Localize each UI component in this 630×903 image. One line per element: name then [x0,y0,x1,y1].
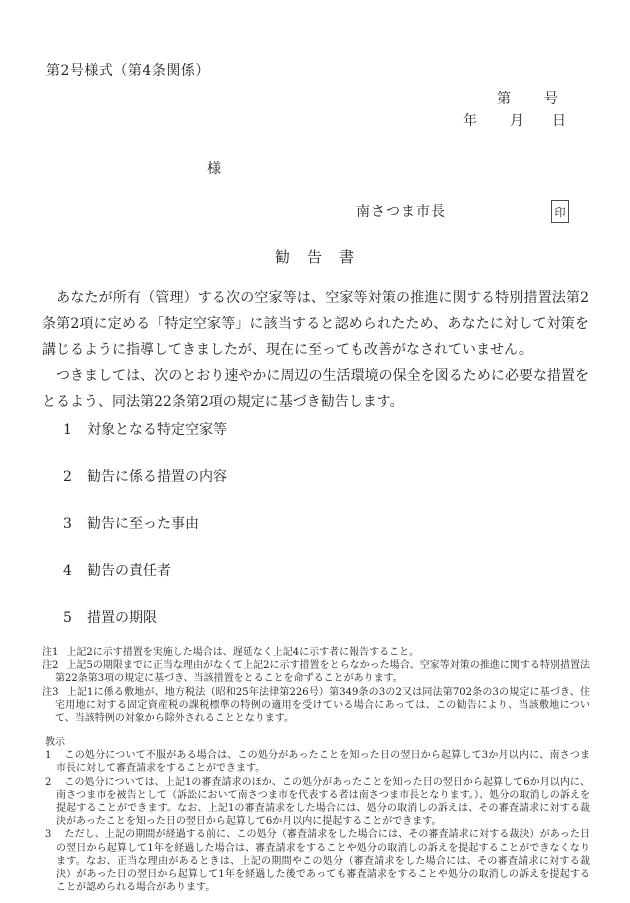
note-number: 注2 [42,660,59,672]
item-number: 3 [63,516,72,532]
note-number: 注1 [42,647,59,658]
instruction-text: この処分について不服がある場合は、この処分があったことを知った日の翌日から起算して3か月以内に、南さつま市長に対して審査請求をすることができます。 [56,750,590,775]
instruction-text: ただし、上記の期間が経過する前に、この処分（審査請求をした場合には、その審査請求に対する裁決）があった日の翌日から起算して1年を経過した場合は、審査請求をすることや処分の取消しの訴えを提起することができなくなります。なお、正当な理由があるときは、上記の期間やこの処分（審査請求をした場合には、その審査請求に対する裁決）があった日の翌日から起算して1年を経過した後であっても審査請求をすることや処分の取消しの訴えを提起することが認められる場合があります。 [56,829,590,894]
date-line [463,110,566,130]
list-item-3 [63,514,227,534]
item-number: 1 [63,422,72,438]
list-item-1 [63,420,227,440]
instruction-number: 2 [45,776,52,788]
date-year-label: 年 [463,113,477,129]
doc-number-prefix: 第 [497,91,511,107]
seal-mark: 印 [554,205,566,219]
appeal-instructions-section [45,736,590,894]
appeal-instructions-heading: 教示 [45,737,65,748]
item-number: 5 [63,610,72,626]
note-1 [42,646,590,659]
body-paragraphs [42,285,589,415]
document-number-line [497,88,558,108]
item-number: 4 [63,563,72,579]
item-label: 対象となる特定空家等 [87,422,227,438]
doc-number-suffix: 号 [544,91,558,107]
date-day-label: 日 [552,113,566,129]
instruction-number: 3 [45,829,52,841]
paragraph-2: つきましては、次のとおり速やかに周辺の生活環境の保全を図るために必要な措置をとるよう、同法第22条第2項の規定に基づき勧告します。 [42,368,589,410]
appeal-instruction-1 [45,749,590,775]
note-2 [42,659,590,685]
instruction-text: この処分については、上記1の審査請求のほか、この処分があったことを知った日の翌日から起算して6か月以内に、南さつま市を被告として（訴訟において南さつま市を代表する者は南さつま市長となります。）、処分の取消しの訴えを提起することができます。なお、上記1の審査請求をした場合には、処分の取消しの訴えは、その審査請求に対する裁決があったことを知った日の翌日から起算して6か月以内に提起することができます。 [56,776,590,828]
note-text: 上記5の期限までに正当な理由がなくて上記2に示す措置をとらなかった場合、空家等対策の推進に関する特別措置法第22条第3項の規定に基づき、当該措置をとることを命ずることがあります。 [55,660,590,685]
note-text: 上記2に示す措置を実施した場合は、遅延なく上記4に示す者に報告すること。 [66,647,420,658]
list-item-2 [63,467,227,487]
numbered-item-list [63,420,227,655]
sender-title: 南さつま市長 [356,204,446,220]
item-label: 勧告に係る措置の内容 [87,469,227,485]
seal-placeholder-box [551,200,569,223]
paragraph-1: あなたが所有（管理）する次の空家等は、空家等対策の推進に関する特別措置法第2条第2項に定める「特定空家等」に該当すると認められたため、あなたに対して対策を講じるように指導してきましたが、現在に至っても改善がなされていません。 [42,290,589,358]
date-month-label: 月 [510,113,524,129]
document-title: 勧 告 書 [274,248,355,266]
note-number: 注3 [42,686,59,698]
notes-section [42,646,590,725]
instruction-number: 1 [45,750,52,762]
appeal-instruction-2 [45,776,590,829]
item-label: 勧告の責任者 [87,563,171,579]
list-item-4 [63,561,227,581]
appeal-instruction-3 [45,828,590,894]
form-number: 第2号様式（第4条関係） [46,63,210,79]
item-number: 2 [63,469,72,485]
note-3 [42,686,590,726]
addressee-honorific: 様 [207,161,221,177]
item-label: 措置の期限 [87,610,157,626]
item-label: 勧告に至った事由 [87,516,199,532]
note-text: 上記1に係る敷地が、地方税法（昭和25年法律第226号）第349条の3の2又は同法第702条の3の規定に基づき、住宅用地に対する固定資産税の課税標準の特例の適用を受けている場合にあっては、この勧告により、当該敷地について、当該特例の対象から除外されることとなります。 [55,686,590,725]
list-item-5 [63,608,227,628]
